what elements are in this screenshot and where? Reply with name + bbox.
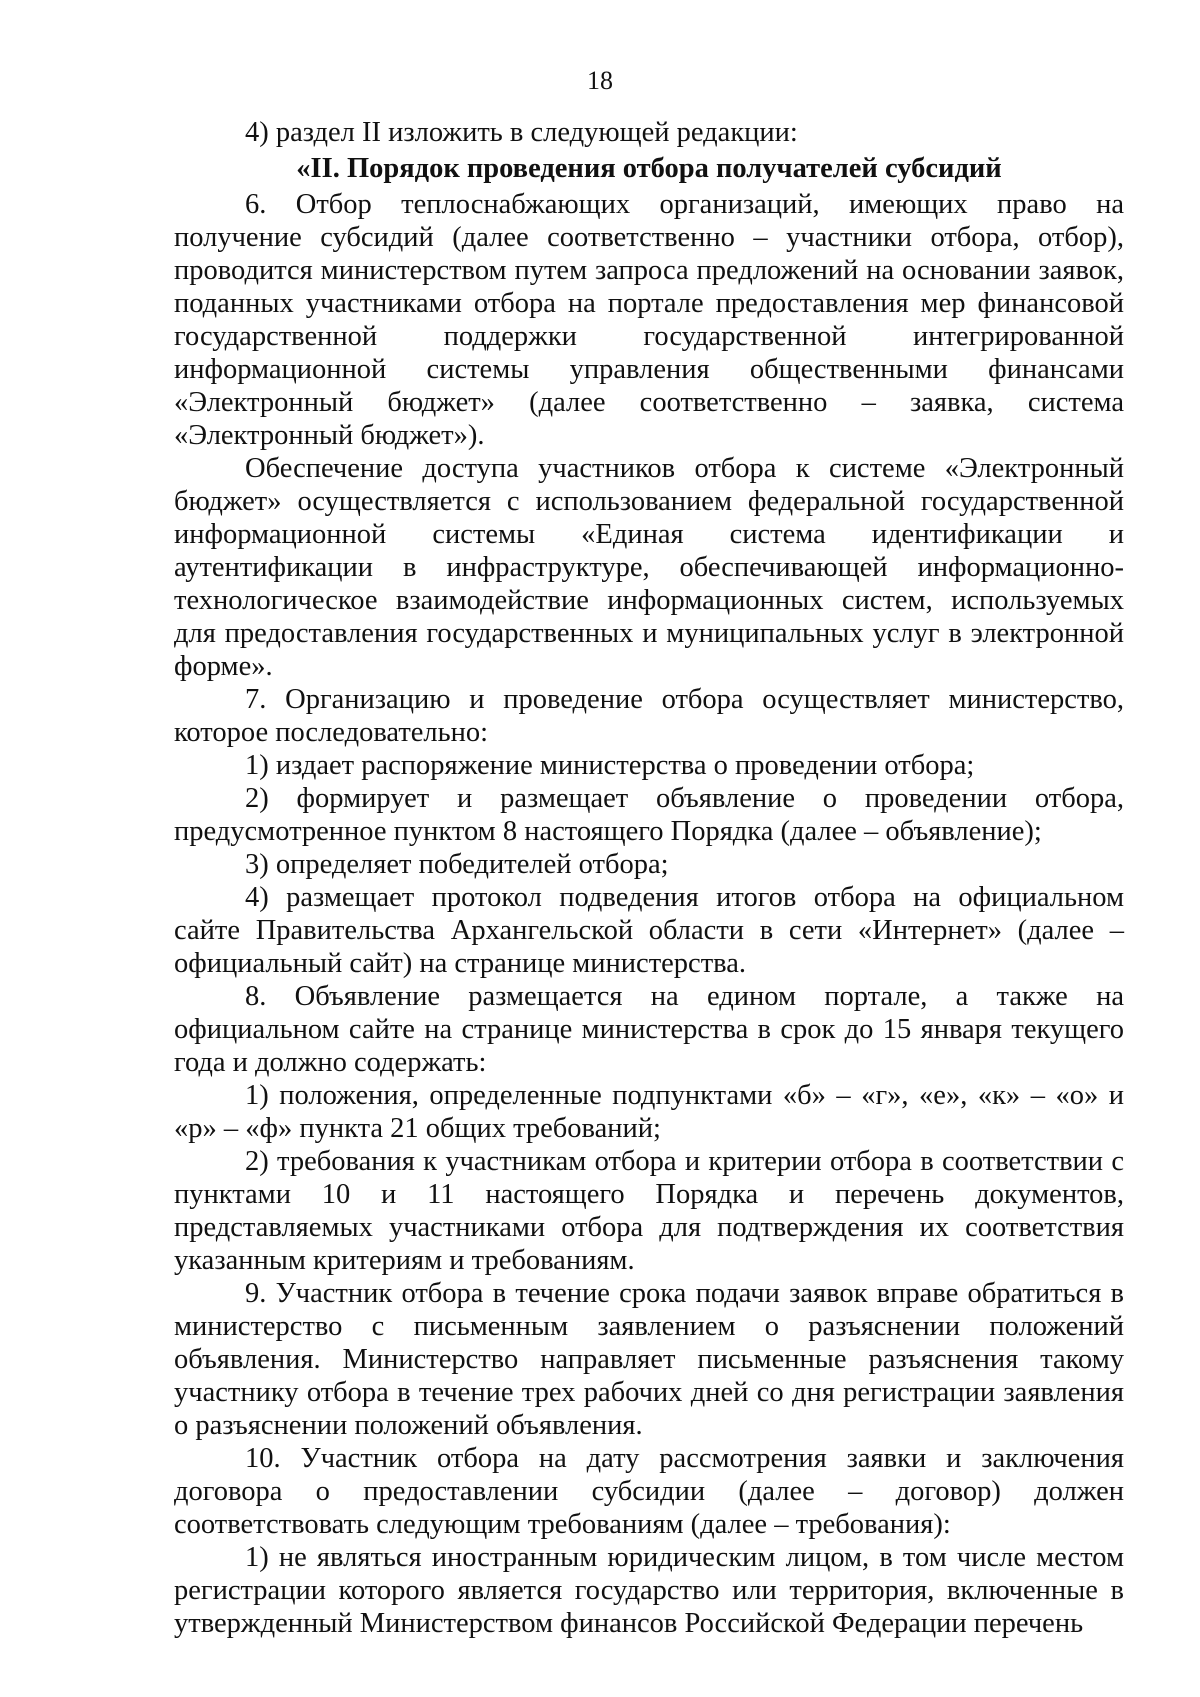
paragraph-access: Обеспечение доступа участников отбора к системе «Электронный бюджет» осуществляется с использованием федеральной государственной информационной системы «Единая система идентификации и аутентификации в инфраструктуре, обеспечивающей информационно-технологическое взаимодействие информационных систем, используемых для предоставления государственных и муниципальных услуг в электронной форме». — [174, 453, 1124, 682]
paragraph-8-item-1: 1) положения, определенные подпунктами «б» – «г», «е», «к» – «о» и «р» – «ф» пункта 21 общих требований; — [174, 1080, 1124, 1144]
paragraph-10-item-1: 1) не являться иностранным юридическим лицом, в том числе местом регистрации которого является государство или территория, включенные в утвержденный Министерством финансов Российской Федерации перечень — [174, 1542, 1124, 1639]
page-number: 18 — [587, 66, 613, 95]
paragraph-8: 8. Объявление размещается на едином портале, а также на официальном сайте на странице министерства в срок до 15 января текущего года и должно содержать: — [174, 981, 1124, 1078]
paragraph-9: 9. Участник отбора в течение срока подачи заявок вправе обратиться в министерство с письменным заявлением о разъяснении положений объявления. Министерство направляет письменные разъяснения такому участнику отбора в течение трех рабочих дней со дня регистрации заявления о разъяснении положений объявления. — [174, 1278, 1124, 1441]
paragraph-7: 7. Организацию и проведение отбора осуществляет министерство, которое последовательно: — [174, 684, 1124, 748]
paragraph-7-item-1: 1) издает распоряжение министерства о проведении отбора; — [245, 750, 975, 781]
paragraph-7-item-4: 4) размещает протокол подведения итогов отбора на официальном сайте Правительства Архангельской области в сети «Интернет» (далее – официальный сайт) на странице министерства. — [174, 882, 1124, 979]
paragraph-10: 10. Участник отбора на дату рассмотрения заявки и заключения договора о предоставлении субсидии (далее – договор) должен соответствовать следующим требованиям (далее – требования): — [174, 1443, 1124, 1540]
section-heading: «II. Порядок проведения отбора получателей субсидий — [296, 153, 1002, 184]
paragraph-6: 6. Отбор теплоснабжающих организаций, имеющих право на получение субсидий (далее соответственно – участники отбора, отбор), проводится министерством путем запроса предложений на основании заявок, поданных участниками отбора на портале предоставления мер финансовой государственной поддержки государственной интегрированной информационной системы управления общественными финансами «Электронный бюджет» (далее соответственно – заявка, система «Электронный бюджет»). — [174, 189, 1124, 451]
paragraph-7-item-2: 2) формирует и размещает объявление о проведении отбора, предусмотренное пунктом 8 настоящего Порядка (далее – объявление); — [174, 783, 1124, 847]
document-body — [174, 116, 1124, 1640]
paragraph-8-item-2: 2) требования к участникам отбора и критерии отбора в соответствии с пунктами 10 и 11 настоящего Порядка и перечень документов, представляемых участниками отбора для подтверждения их соответствия указанным критериям и требованиям. — [174, 1146, 1124, 1276]
intro-paragraph: 4) раздел II изложить в следующей редакции: — [245, 117, 798, 148]
paragraph-7-item-3: 3) определяет победителей отбора; — [245, 849, 669, 880]
